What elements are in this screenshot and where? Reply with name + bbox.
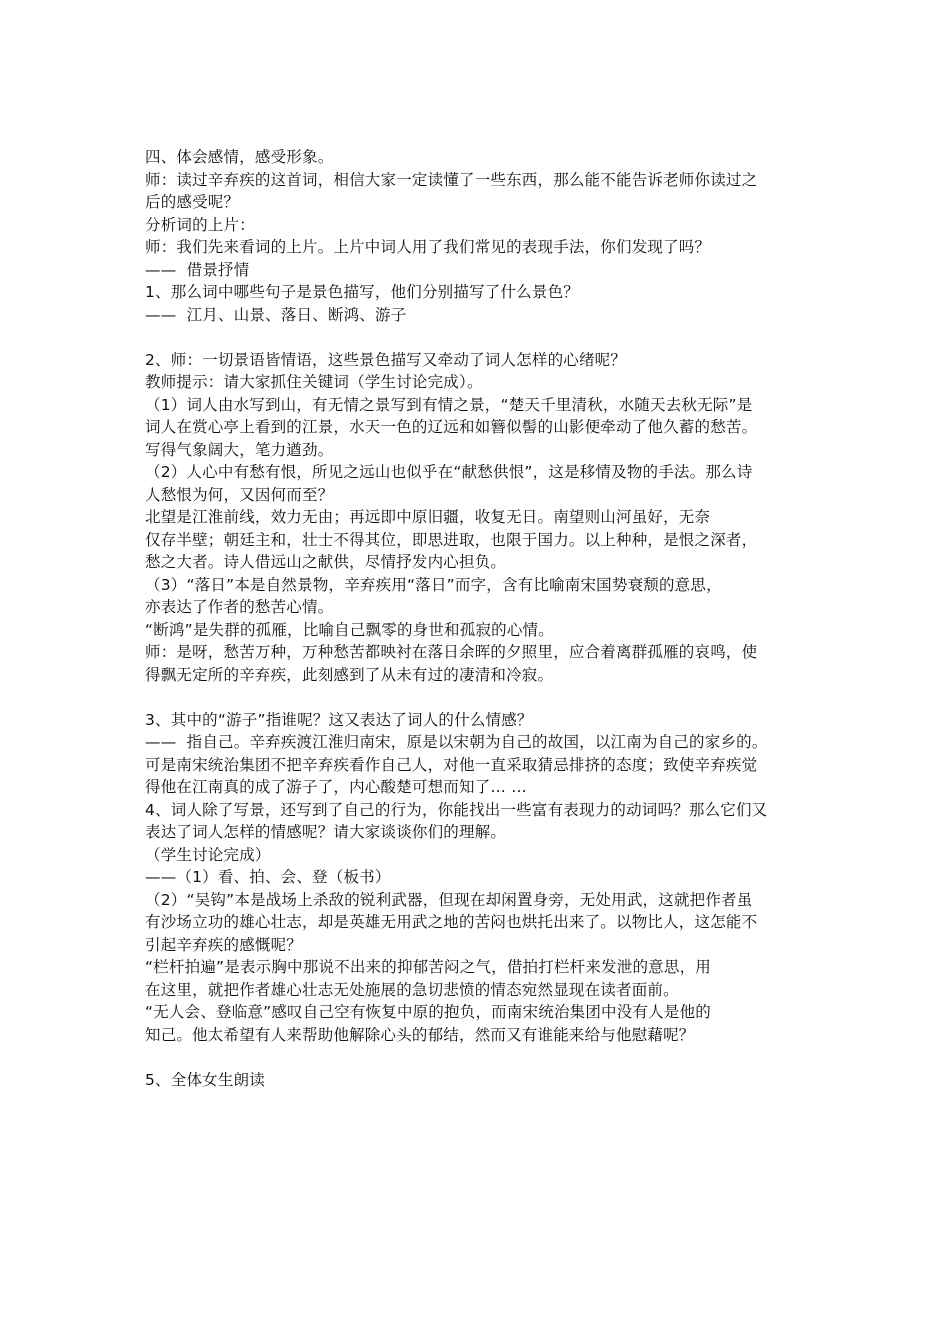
- text-line: （3）“落日”本是自然景物，辛弃疾用“落日”而字，含有比喻南宋国势衰颓的意思，: [145, 575, 722, 594]
- text-line: 教师提示：请大家抓住关键词（学生讨论完成）。: [145, 373, 483, 391]
- text-line: 5、全体女生朗读: [145, 1070, 265, 1089]
- text-line: 引起辛弃疾的感慨呢？: [145, 935, 303, 954]
- text-line: 人愁恨为何，又因何而至？: [145, 485, 334, 504]
- text-line: 北望是江淮前线，效力无由；再远即中原旧疆，收复无日。南望则山河虽好，无奈: [145, 508, 711, 526]
- text-line: “无人会、登临意”感叹自己空有恢复中原的抱负，而南宋统治集团中没有人是他的: [145, 1003, 711, 1021]
- text-line: “断鸿”是失群的孤雁，比喻自己飘零的身世和孤寂的心情。: [145, 620, 554, 639]
- text-line: “栏杆拍遍”是表示胸中那说不出来的抑郁苦闷之气，借拍打栏杆来发泄的意思，用: [145, 958, 711, 976]
- text-line: 可是南宋统治集团不把辛弃疾看作自己人，对他一直采取猜忌排挤的态度；致使辛弃疾觉: [145, 755, 758, 774]
- document-body: [145, 146, 810, 1091]
- text-line: —— 江月、山景、落日、断鸿、游子: [145, 305, 407, 324]
- text-line: 词人在赏心亭上看到的江景，水天一色的辽远和如簪似髻的山影便牵动了他久蓄的愁苦。: [145, 418, 758, 436]
- text-line: 2、师：一切景语皆情语，这些景色描写又牵动了词人怎样的心绪呢？: [145, 350, 627, 369]
- text-line: 亦表达了作者的愁苦心情。: [145, 598, 334, 616]
- text-line: 师：我们先来看词的上片。上片中词人用了我们常见的表现手法，你们发现了吗？: [145, 238, 711, 256]
- text-line: （1）词人由水写到山，有无情之景写到有情之景，“楚天千里清秋，水随天去秋无际”是: [145, 395, 753, 414]
- text-line: 有沙场立功的雄心壮志，却是英雄无用武之地的苦闷也烘托出来了。以物比人，这怎能不: [145, 913, 758, 931]
- text-line: 分析词的上片：: [145, 215, 255, 234]
- text-line: 后的感受呢？: [145, 193, 240, 211]
- paragraph-gap: [145, 326, 810, 349]
- text-line: —— 借景抒情: [145, 260, 250, 279]
- text-line: （2）“吴钩”本是战场上杀敌的锐利武器，但现在却闲置身旁，无处用武，这就把作者虽: [145, 890, 753, 909]
- text-line: （2）人心中有愁有恨，所见之远山也似乎在“献愁供恨”，这是移情及物的手法。那么诗: [145, 463, 753, 481]
- text-line: 在这里，就把作者雄心壮志无处施展的急切悲愤的情态宛然显现在读者面前。: [145, 980, 679, 999]
- text-line: 仅存半壁；朝廷主和，壮士不得其位，即思进取，也限于国力。以上种种，是恨之深者，: [145, 530, 758, 549]
- text-line: 3、其中的“游子”指谁呢？这又表达了词人的什么情感？: [145, 710, 533, 729]
- paragraph-gap: [145, 686, 810, 709]
- text-line: 1、那么词中哪些句子是景色描写，他们分别描写了什么景色？: [145, 283, 579, 301]
- text-line: 愁之大者。诗人借远山之献供，尽情抒发内心担负。: [145, 553, 507, 571]
- text-line: 师：是呀，愁苦万种，万种愁苦都映衬在落日余晖的夕照里，应合着离群孤雁的哀鸣，使: [145, 643, 758, 661]
- text-line: —— 指自己。辛弃疾渡江淮归南宋，原是以宋朝为自己的故国，以江南为自己的家乡的。: [145, 733, 768, 751]
- text-line: 知己。他太希望有人来帮助他解除心头的郁结，然而又有谁能来给与他慰藉呢？: [145, 1025, 695, 1044]
- text-line: 得飘无定所的辛弃疾，此刻感到了从未有过的凄清和冷寂。: [145, 665, 554, 684]
- section-heading: 四、体会感情，感受形象。: [145, 148, 334, 166]
- text-line: ——（1）看、拍、会、登（板书）: [145, 868, 391, 886]
- text-line: 师：读过辛弃疾的这首词，相信大家一定读懂了一些东西，那么能不能告诉老师你读过之: [145, 170, 758, 189]
- text-line: 4、词人除了写景，还写到了自己的行为，你能找出一些富有表现力的动词吗？那么它们又: [145, 800, 768, 819]
- text-line: 表达了词人怎样的情感呢？请大家谈谈你们的理解。: [145, 823, 507, 841]
- paragraph-gap: [145, 1046, 810, 1069]
- text-line: （学生讨论完成）: [145, 845, 271, 864]
- text-line: 写得气象阔大，笔力遒劲。: [145, 440, 334, 459]
- text-line: 得他在江南真的成了游子了，内心酸楚可想而知了… …: [145, 778, 527, 796]
